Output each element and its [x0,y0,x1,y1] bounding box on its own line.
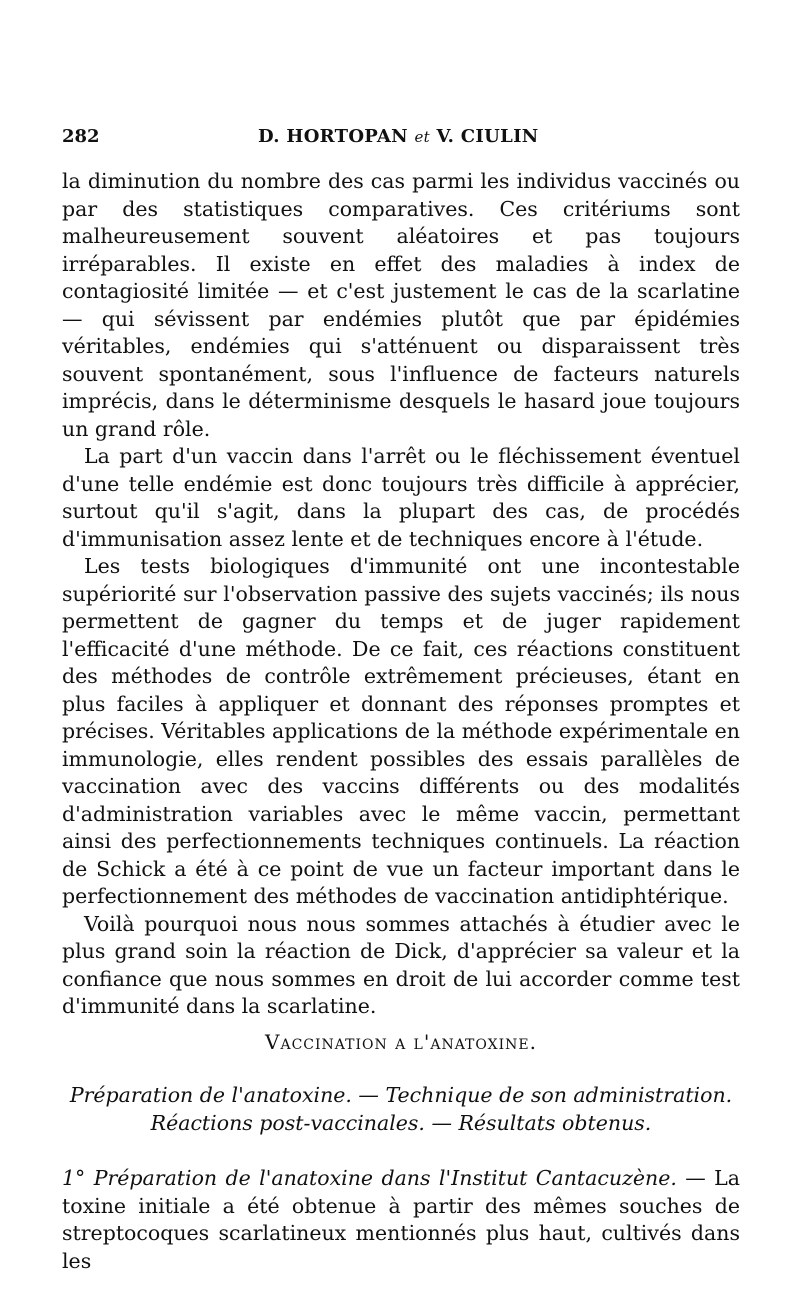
author-1: D. HORTOPAN [258,126,408,147]
subsection-paragraph [62,1165,740,1275]
paragraph-1: la diminution du nombre des cas parmi les individus vaccinés ou par des statistiques comparatives. Ces critériums sont malheureusement souvent aléatoires et pas toujours irréparables. Il existe en effet des maladies à index de contagiosité limitée — et c'est justement le cas de la scarlatine — qui sévissent par endémies plutôt que par épidémies véritables, endémies qui s'atténuent ou disparaissent très souvent spontanément, sous l'influence de facteurs naturels imprécis, dans le déterminisme desquels le hasard joue toujours un grand rôle. [62,169,740,441]
author-2: V. CIULIN [436,126,539,147]
page-number: 282 [62,126,100,147]
author-conjunction: et [414,128,430,146]
section-heading: Vaccination a l'anatoxine. [265,1030,537,1054]
paragraph-3: Les tests biologiques d'immunité ont une incontestable supériorité sur l'observation passive des sujets vaccinés; ils nous permettent de gagner du temps et de juger rapidement l'efficacité d'une méthode. De ce fait, ces réactions constituent des méthodes de contrôle extrêmement précieuses, étant en plus faciles à appliquer et donnant des réponses promptes et précises. Véritables applications de la méthode expérimentale en immunologie, elles rendent possibles des essais parallèles de vaccination avec des vaccins différents ou des modalités d'administration variables avec le même vaccin, permettant ainsi des perfectionnements techniques continuels. La réaction de Schick a été à ce point de vue un facteur important dans le perfectionnement des méthodes de vaccination antidiphtérique. [62,554,740,908]
paragraph-4: Voilà pourquoi nous nous sommes attachés à étudier avec le plus grand soin la réaction de Dick, d'apprécier sa valeur et la confiance que nous sommes en droit de lui accorder comme test d'immunité dans la scarlatine. [62,911,740,1018]
subtitle-line-2: Réactions post-vaccinales. — Résultats obtenus. [150,1110,652,1135]
paragraph-2: La part d'un vaccin dans l'arrêt ou le fléchissement éventuel d'une telle endémie est donc toujours très difficile à apprécier, surtout qu'il s'agit, dans la plupart des cas, de procédés d'immunisation assez lente et de techniques encore à l'étude. [62,444,740,551]
subsection-heading: 1° Préparation de l'anatoxine dans l'Institut Cantacuzène. [62,1166,677,1190]
section-subtitle [62,1082,740,1137]
subtitle-line-1: Préparation de l'anatoxine. — Technique de son administration. [69,1083,733,1107]
running-header [62,126,738,154]
running-title [258,126,539,147]
body-text [62,168,740,1021]
subsection-text: — La toxine initiale a été obtenue à partir des mêmes souches de streptocoques scarlatineux mentionnés plus haut, cultivés dans les [62,1166,740,1273]
